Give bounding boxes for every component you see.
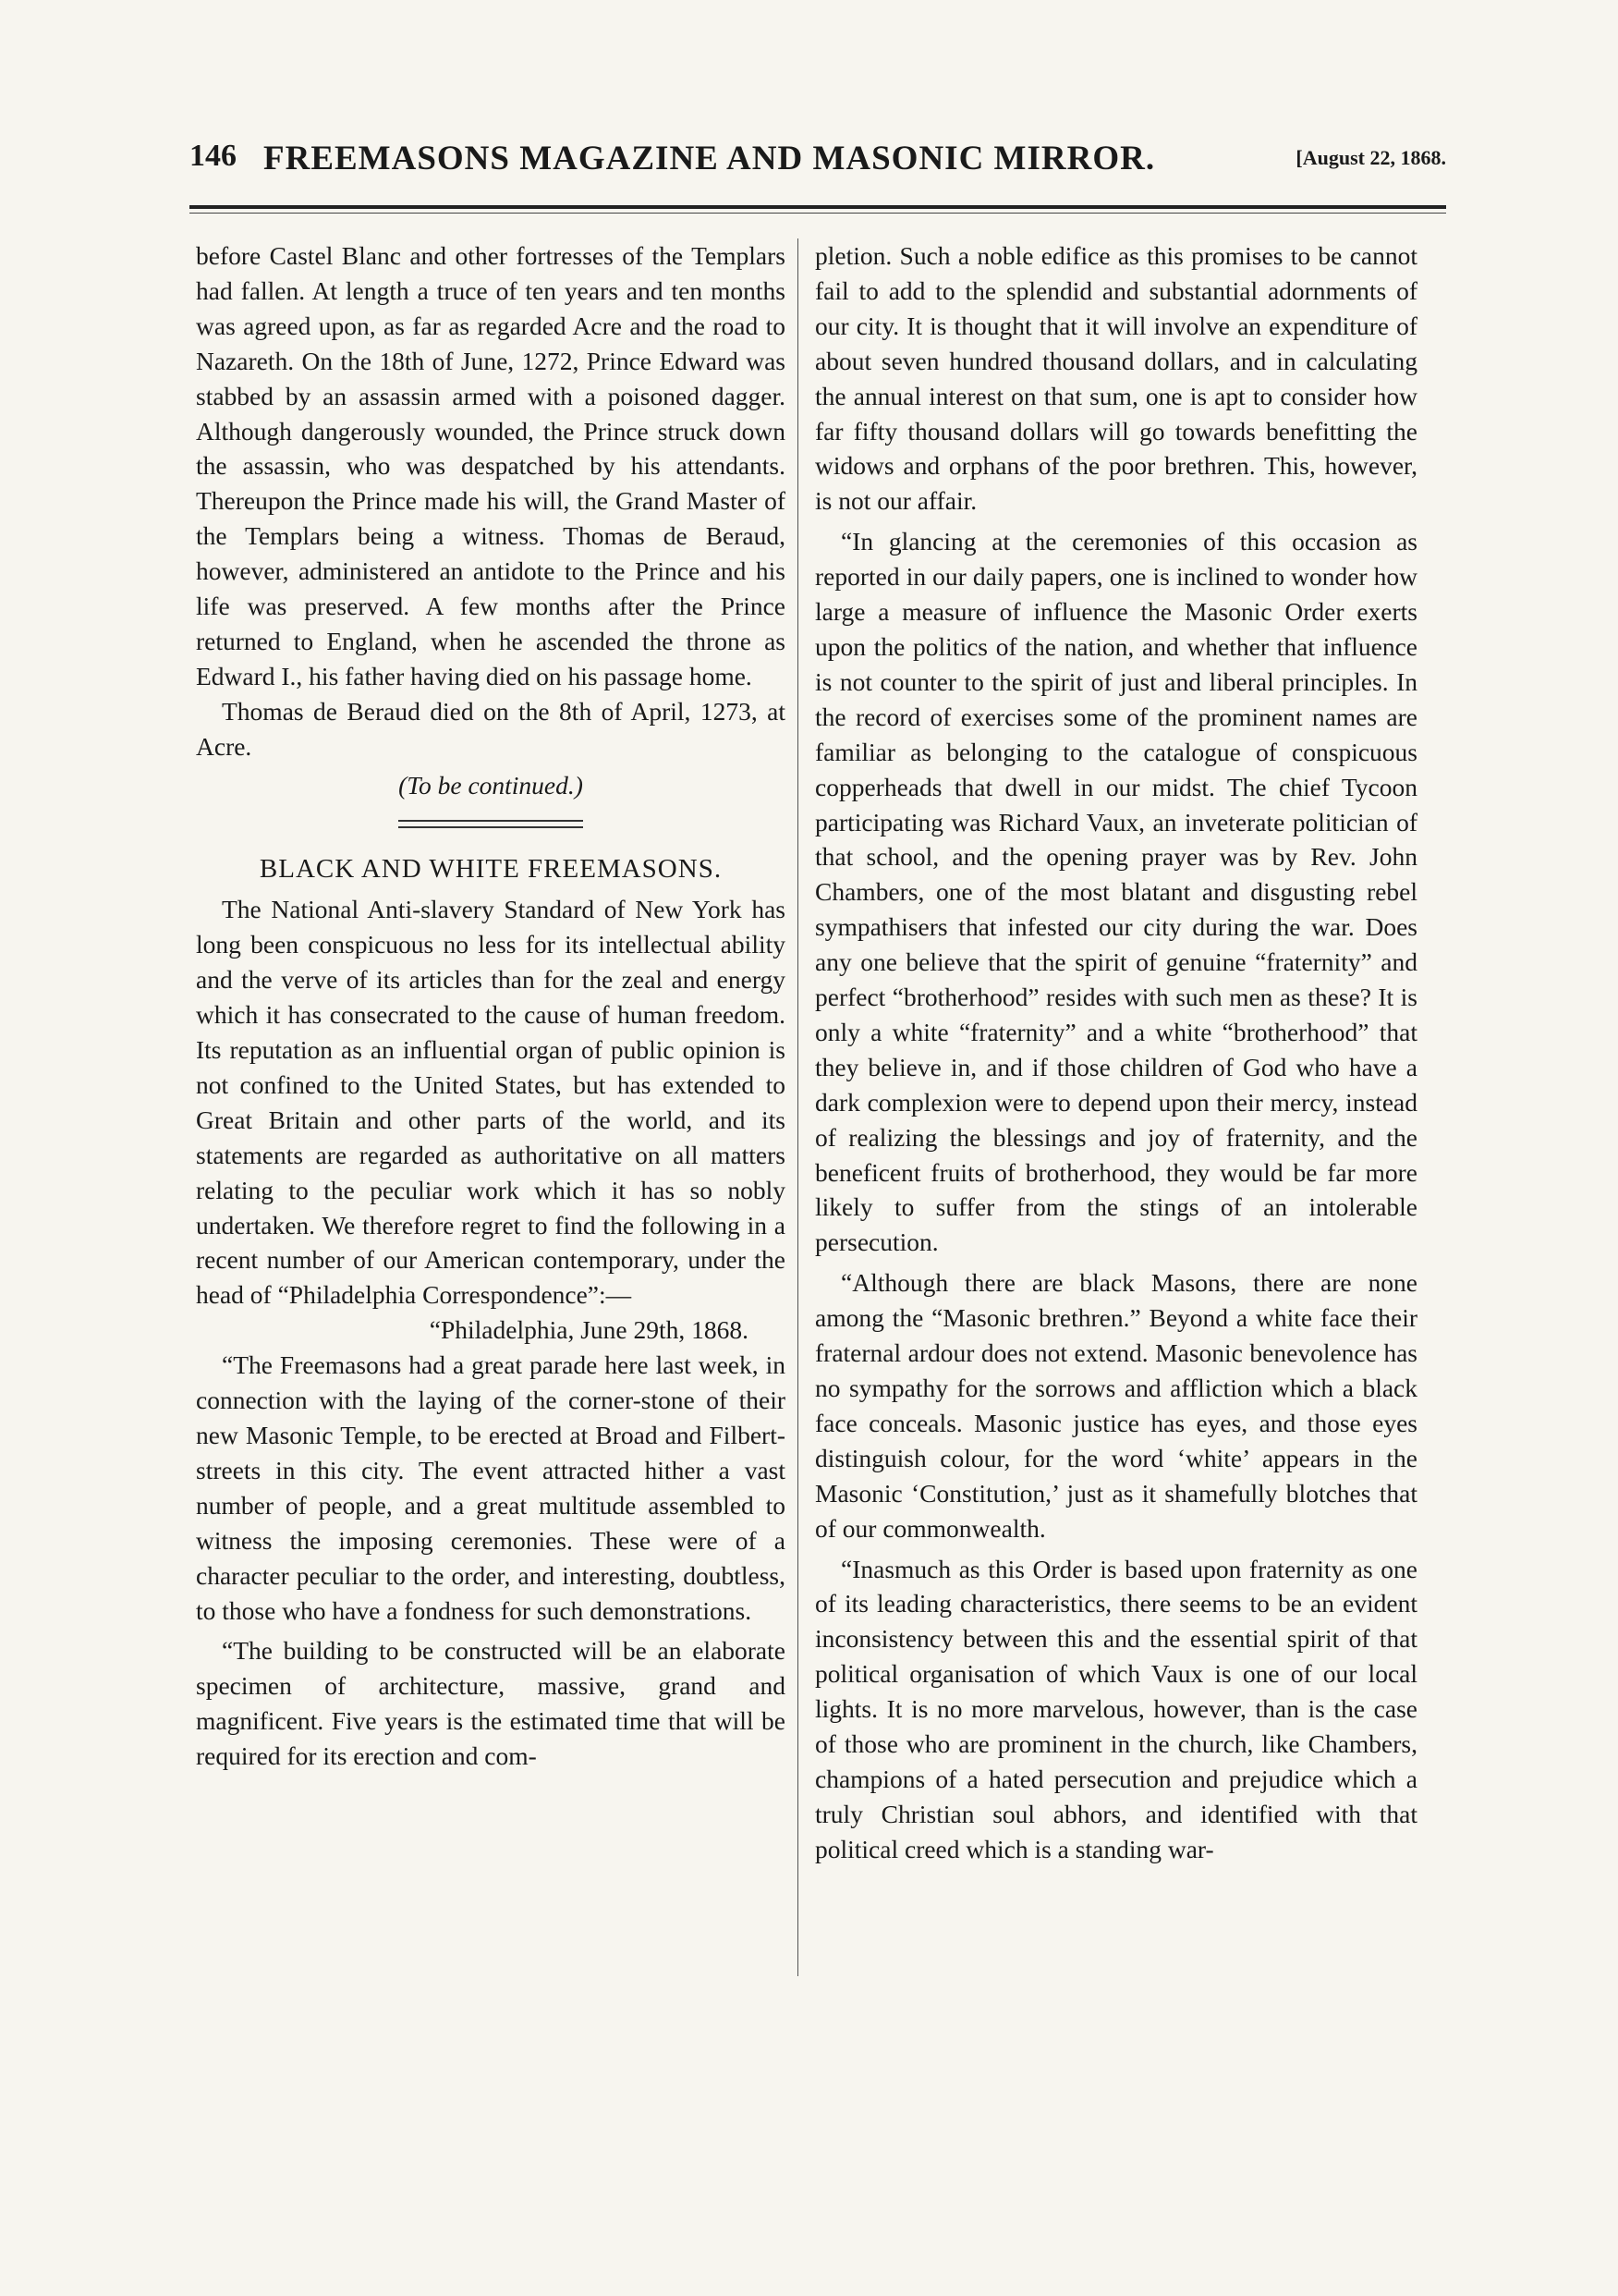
column-divider xyxy=(797,238,798,1976)
running-title: FREEMASONS MAGAZINE AND MASONIC MIRROR. xyxy=(263,140,1156,177)
section-divider xyxy=(398,820,583,828)
left-column xyxy=(196,238,785,1774)
paragraph-great-parade: “The Freemasons had a great parade here last week, in connection with the laying of the corner-stone of their new Masonic Temple, to be erected at Broad and Filbert-streets in this city. The event attracted hither a vast number of people, and a great multitude assembled to witness the imposing ceremonies. These were of a character peculiar to the order, and interesting, doubtless, to those who have a fondness for such demonstrations. xyxy=(196,1350,785,1625)
paragraph-black-masons: “Although there are black Masons, there are none among the “Masonic brethren.” Beyond a white face their fraternal ardour does not extend. Masonic benevolence has no sympathy for the sorrows and affliction which a black face conceals. Masonic justice has eyes, and those eyes distinguish colour, for the word ‘white’ appears in the Masonic ‘Constitution,’ just as it shamefully blotches that of our commonwealth. xyxy=(815,1268,1417,1543)
dateline: “Philadelphia, June 29th, 1868. xyxy=(429,1315,748,1345)
paragraph-noble-edifice: pletion. Such a noble edifice as this promises to be cannot fail to add to the splendid and substantial adornments of our city. It is thought that it will involve an expenditure of about seven hundred thousand dollars, and in calculating the annual interest on that sum, one is apt to consider how far fifty thousand dollars will go towards benefitting the widows and orphans of the poor brethren. This, however, is not our affair. xyxy=(815,241,1417,516)
right-column xyxy=(815,238,1417,1867)
header-rule-thick xyxy=(189,205,1446,209)
paragraph-anti-slavery-standard: The National Anti-slavery Standard of New York has long been conspicuous no less for its intellectual ability and the verve of its articles than for the zeal and energy which it has consecrated to the cause of human freedom. Its reputation as an influential organ of public opinion is not confined to the United States, but has extended to Great Britain and other parts of the world, and its statements are regarded as authoritative on all matters relating to the peculiar work which it has so nobly undertaken. We therefore regret to find the following in a recent number of our American contemporary, under the head of “Philadelphia Correspondence”:— xyxy=(196,895,785,1310)
paragraph-beraud-death: Thomas de Beraud died on the 8th of April, 1273, at Acre. xyxy=(196,696,785,761)
paragraph-building: “The building to be constructed will be an elaborate specimen of architecture, massive, grand and magnificent. Five years is the estimated time that will be required for its erection and com- xyxy=(196,1636,785,1771)
page-header xyxy=(189,139,1446,185)
paragraph-inconsistency: “Inasmuch as this Order is based upon fraternity as one of its leading characteristics, there seems to be an evident inconsistency between this and the essential spirit of that political organisation of which Vaux is one of our local lights. It is no more marvelous, however, than is the case of those who are prominent in the church, like Chambers, champions of a hated persecution and prejudice which a truly Christian soul abhors, and identified with that political creed which is a standing war- xyxy=(815,1554,1417,1863)
header-rule-thin xyxy=(189,213,1446,214)
paragraph-ceremonies: “In glancing at the ceremonies of this occasion as reported in our daily papers, one is inclined to wonder how large a measure of influence the Masonic Order exerts upon the politics of the nation, and whether that influence is not counter to the spirit of just and liberal principles. In the record of exercises some of the prominent names are familiar as belonging to the catalogue of conspicuous copperheads that dwell in our midst. The chief Tycoon participating was Richard Vaux, an inveterate politician of that school, and the opening prayer was by Rev. John Chambers, one of the most blatant and disgusting rebel sympathisers that infested our city during the war. Does any one believe that the spirit of genuine “fraternity” and perfect “brotherhood” resides with such men as these? It is only a white “fraternity” and a white “brotherhood” that they believe in, and if those children of God who have a dark complexion were to depend upon their mercy, instead of realizing the blessings and joy of fraternity, and the beneficent fruits of brotherhood, they would be far more likely to suffer from the stings of an intolerable persecution. xyxy=(815,527,1417,1257)
issue-date: [August 22, 1868. xyxy=(1296,146,1446,169)
paragraph-templars-truce: before Castel Blanc and other fortresses of the Templars had fallen. At length a truce of ten years and ten months was agreed upon, as far as regarded Acre and the road to Nazareth. On the 18th of June, 1272, Prince Edward was stabbed by an assassin armed with a poisoned dagger. Although dangerously wounded, the Prince struck down the assassin, who was despatched by his attendants. Thereupon the Prince made his will, the Grand Master of the Templars being a witness. Thomas de Beraud, however, administered an antidote to the Prince and his life was preserved. A few months after the Prince returned to England, when he ascended the throne as Edward I., his father having died on his passage home. xyxy=(196,241,785,690)
to-be-continued: (To be continued.) xyxy=(398,770,583,800)
page-number: 146 xyxy=(189,139,237,173)
article-title: BLACK AND WHITE FREEMASONS. xyxy=(259,853,723,884)
